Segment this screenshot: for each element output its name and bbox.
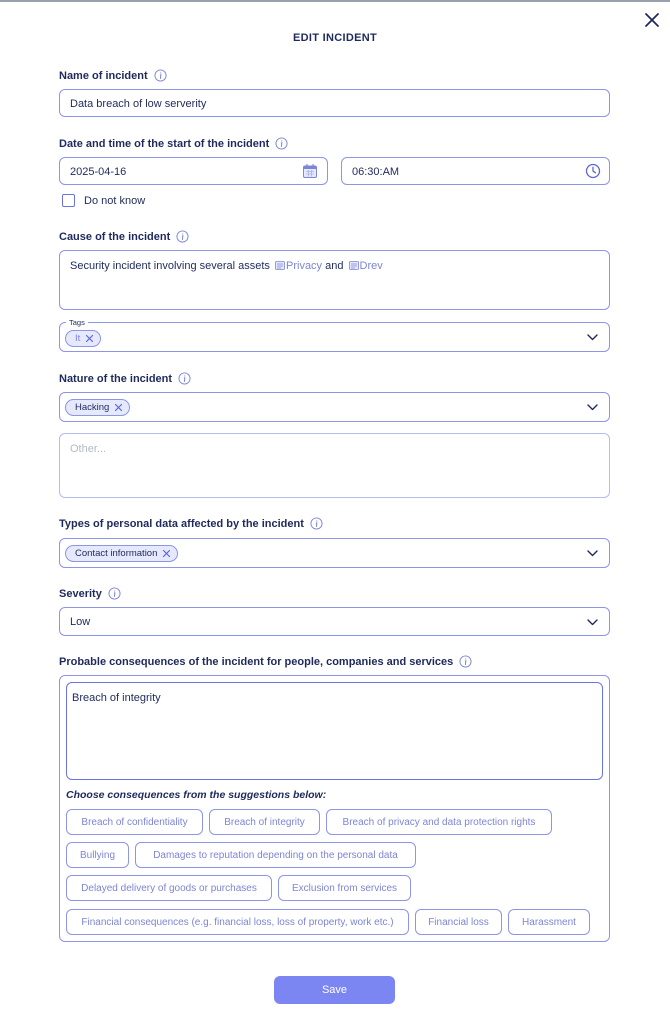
suggestions-heading: Choose consequences from the suggestions below: [66, 789, 327, 801]
clock-icon[interactable] [585, 163, 601, 179]
suggestion-damages-reputation[interactable]: Damages to reputation depending on the personal data [135, 842, 416, 868]
suggestion-bullying[interactable]: Bullying [66, 842, 129, 868]
remove-chip-icon[interactable] [114, 403, 123, 412]
info-icon[interactable] [178, 372, 191, 385]
tag-chip-label: It [75, 333, 81, 344]
asset-icon [349, 261, 359, 270]
name-input-value: Data breach of low serverity [70, 98, 207, 110]
personal-data-select[interactable] [59, 538, 610, 568]
tags-select[interactable] [59, 322, 610, 352]
personal-data-chip [65, 545, 178, 562]
cause-text-prefix: Security incident involving several assets [70, 260, 270, 272]
info-icon[interactable] [176, 230, 189, 243]
suggestion-breach-confidentiality[interactable]: Breach of confidentiality [66, 809, 203, 835]
tag-chip [65, 330, 101, 347]
calendar-icon[interactable] [302, 163, 318, 179]
suggestion-breach-integrity[interactable]: Breach of integrity [209, 809, 320, 835]
personal-data-chip-label: Contact information [75, 548, 158, 559]
suggestion-exclusion-services[interactable]: Exclusion from services [278, 875, 411, 901]
personal-data-label [59, 517, 323, 530]
nature-select[interactable] [59, 392, 610, 422]
remove-chip-icon[interactable] [162, 549, 171, 558]
start-label-text: Date and time of the start of the incident [59, 137, 270, 150]
name-label-text: Name of incident [59, 69, 148, 82]
date-input[interactable] [59, 157, 328, 185]
consequences-textarea[interactable] [66, 682, 603, 780]
nature-chip [65, 399, 130, 416]
time-input[interactable] [341, 157, 610, 185]
info-icon[interactable] [154, 69, 167, 82]
cause-text [70, 260, 383, 272]
suggestion-breach-privacy[interactable]: Breach of privacy and data protection rights [326, 809, 552, 835]
severity-label [59, 587, 121, 600]
tags-legend: Tags [66, 318, 88, 327]
cause-label [59, 230, 189, 243]
info-icon[interactable] [275, 137, 288, 150]
severity-value: Low [70, 616, 91, 628]
severity-select[interactable] [59, 607, 610, 636]
chevron-down-icon[interactable] [587, 404, 598, 411]
remove-chip-icon[interactable] [85, 334, 94, 343]
chevron-down-icon[interactable] [587, 550, 598, 557]
date-value: 2025-04-16 [70, 166, 127, 178]
suggestion-delayed-delivery[interactable]: Delayed delivery of goods or purchases [66, 875, 272, 901]
nature-other-textarea[interactable] [59, 433, 610, 498]
suggestion-financial-consequences[interactable]: Financial consequences (e.g. financial loss, loss of property, work etc.) [66, 909, 409, 935]
asset-icon [275, 261, 285, 270]
info-icon[interactable] [108, 587, 121, 600]
chevron-down-icon[interactable] [587, 619, 598, 626]
name-label [59, 69, 167, 82]
info-icon[interactable] [459, 655, 472, 668]
consequences-label-text: Probable consequences of the incident for people, companies and services [59, 655, 454, 668]
info-icon[interactable] [310, 517, 323, 530]
cause-label-text: Cause of the incident [59, 230, 171, 243]
asset-link-privacy[interactable]: Privacy [286, 260, 323, 272]
name-input[interactable] [59, 89, 610, 117]
save-button[interactable]: Save [274, 976, 395, 1004]
window-top-edge [0, 0, 670, 2]
severity-label-text: Severity [59, 587, 102, 600]
nature-other-placeholder: Other... [70, 443, 107, 455]
asset-link-drev[interactable]: Drev [359, 260, 383, 272]
cause-connector: and [325, 260, 344, 272]
consequences-label [59, 655, 472, 668]
close-icon[interactable] [642, 10, 662, 30]
consequences-value: Breach of integrity [72, 692, 161, 704]
nature-label [59, 372, 191, 385]
chevron-down-icon[interactable] [587, 334, 598, 341]
time-value: 06:30:AM [352, 166, 400, 178]
personal-data-label-text: Types of personal data affected by the incident [59, 517, 304, 530]
dialog-title: EDIT INCIDENT [293, 32, 377, 44]
suggestion-financial-loss[interactable]: Financial loss [415, 909, 502, 935]
nature-label-text: Nature of the incident [59, 372, 173, 385]
start-label [59, 137, 288, 150]
consequences-panel [59, 675, 610, 942]
suggestion-harassment[interactable]: Harassment [508, 909, 590, 935]
do-not-know-checkbox[interactable] [62, 194, 75, 207]
nature-chip-label: Hacking [75, 402, 110, 413]
cause-textarea[interactable] [59, 250, 610, 310]
do-not-know-label: Do not know [84, 195, 146, 207]
